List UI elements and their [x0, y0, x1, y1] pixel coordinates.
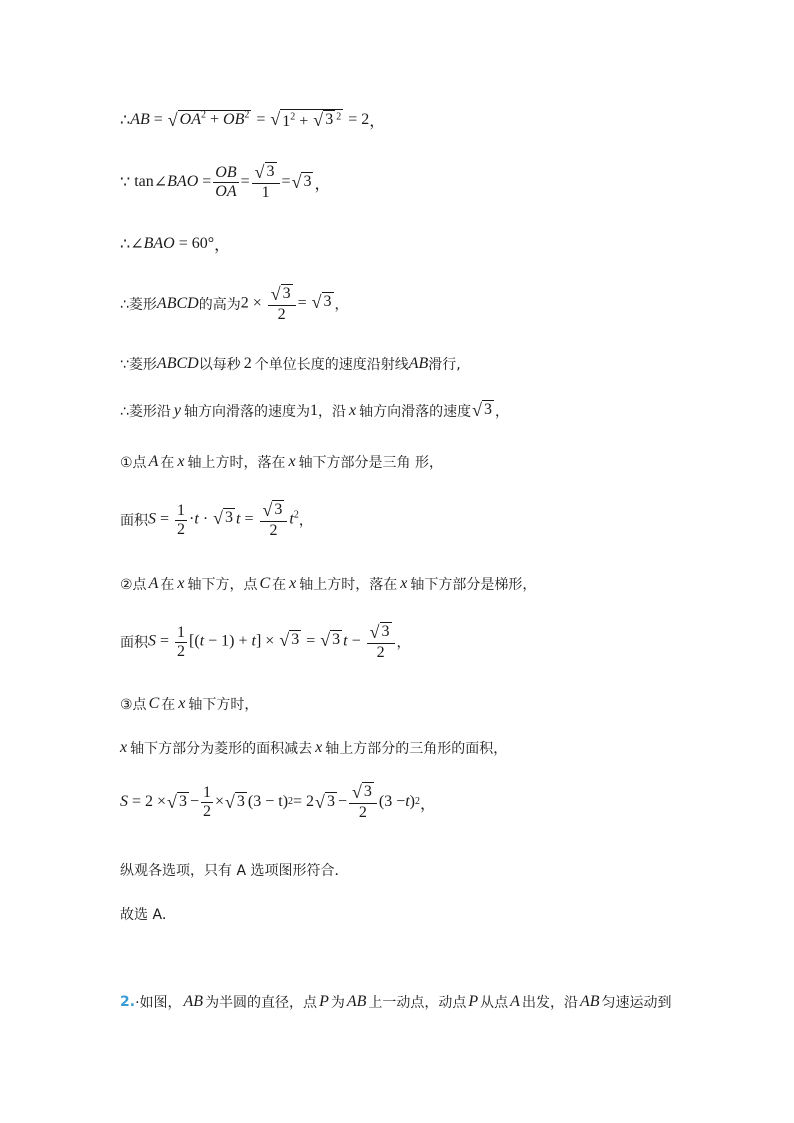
case-1-line: ①点 A 在 x 轴上方时，落在 x 轴下方部分是三角 形，: [120, 453, 444, 471]
therefore-symbol: ∴: [120, 235, 131, 253]
case-2-line: ②点 A 在 x 轴下方，点 C 在 x 轴上方时，落在 x 轴下方部分是梯形，: [120, 575, 537, 593]
case-3-desc: x 轴下方部分为菱形的面积减去 x 轴上方部分的三角形的面积，: [120, 739, 508, 757]
eq-ab-length: ∴ AB = √ $OA^2 + OB^2$ = √ $1^2$ + √ 3 $^2$ = 2 ，: [120, 108, 386, 130]
answer-line: 故选 A．: [120, 907, 177, 923]
eq-angle-bao: ∴ ∠ BAO = 60° ，: [120, 234, 231, 254]
rhombus-speed-line: ∵菱形 ABCD 以每秒 2 个单位长度的速度沿射线 AB 滑行,: [120, 355, 461, 373]
question-2: 2. ·如图， AB 为半圆的直径，点 P 为 AB 上一动点，动点 P 从点 A 出发，沿 AB 匀速运动到: [120, 993, 672, 1011]
area-formula-2: 面积 S = $\frac{1}{2}$ [(t − 1) + t] × √ 3 = √ 3 t − √ 3 2 ，: [120, 622, 411, 661]
area-formula-3: S = 2 × √ 3 − $\frac{1}{2}$ × √ 3 (3 − t) 2 = 2 √ 3 − √ 3 2 (3 − t ) 2 ，: [120, 782, 437, 821]
case-3-line: ③点 C 在 x 轴下方时，: [120, 695, 259, 713]
eq-tan-bao: ∵ tan ∠ BAO = $\frac{OB}{OA}$ = √ 3 1 = √ 3 ，: [120, 162, 331, 201]
area-formula-1: 面积 S = $\frac{1}{2}$ ·t · √ 3 t = √ 3 2 $t^2$ ，: [120, 500, 313, 539]
rhombus-height-line: ∴菱形 ABCD 的高为 2 × √ 3 2 = √ 3 ，: [120, 284, 349, 323]
therefore-symbol: ∴: [120, 111, 131, 129]
conclusion-line: 纵观各选项，只有 A 选项图形符合．: [120, 863, 349, 879]
question-number: 2.: [120, 994, 136, 1010]
slide-speed-line: ∴菱形沿 y 轴方向滑落的速度为 1 ，沿 x 轴方向滑落的速度 √ 3 ，: [120, 400, 510, 420]
because-symbol: ∵: [120, 174, 131, 191]
